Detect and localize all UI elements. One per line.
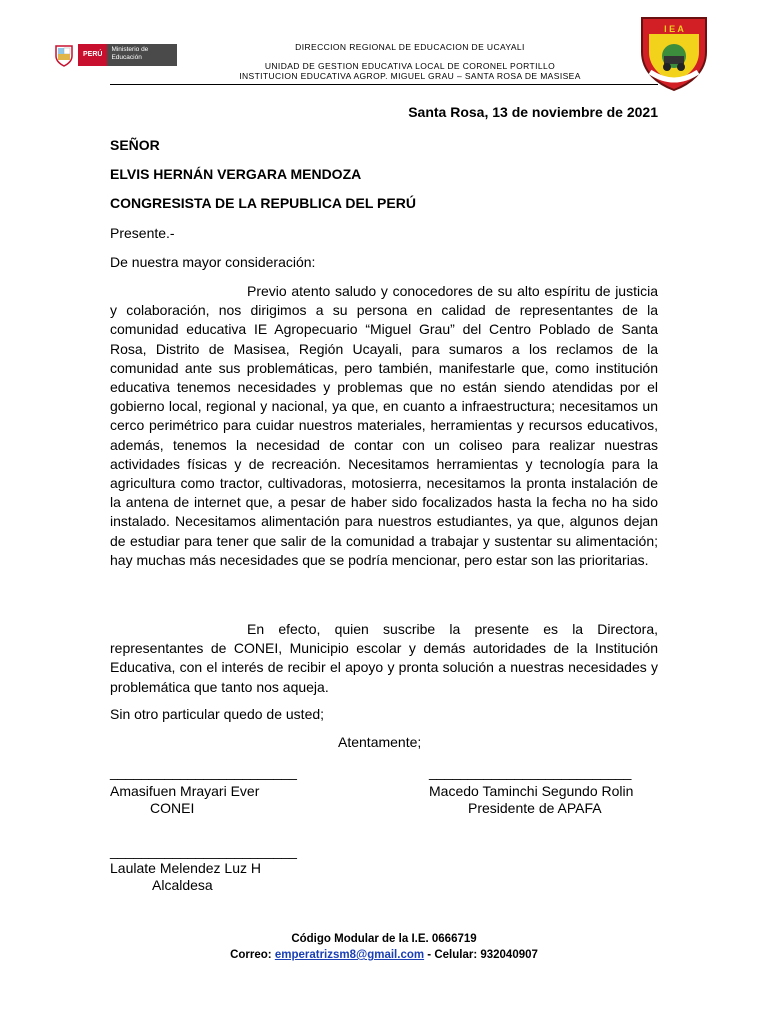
header-divider [110,84,658,85]
footer-email-link[interactable]: emperatrizsm8@gmail.com [274,949,425,961]
signatory-2-name: Macedo Taminchi Segundo Rolin [429,783,634,799]
recipient-title: CONGRESISTA DE LA REPUBLICA DEL PERÚ [110,195,416,211]
school-crest-icon [634,12,714,92]
signature-line-3: ________________________ [110,843,297,859]
body-paragraph-2: En efecto, quien suscribe la presente es la Directora, representantes de CONEI, Municipio escolar y demás autoridades de la Institución Educativa, con el interés de recibir el apoyo y pronta solución a nuestras necesidades y problemática que tanto nos aqueja. [110,621,658,695]
ministerio-educacion-logo [52,43,180,67]
header-line-3: INSTITUCION EDUCATIVA AGROP. MIGUEL GRAU – SANTA ROSA DE MASISEA [239,71,581,81]
footer-email-label: Correo: [230,949,275,961]
salutation: SEÑOR [110,137,160,153]
presente-line: Presente.- [110,225,175,241]
signatory-3-name: Laulate Melendez Luz H [110,860,261,876]
footer-phone: - Celular: 932040907 [424,949,538,961]
signatory-1-role: CONEI [150,800,195,816]
logo-peru-label: PERÚ [78,44,107,66]
signature-line-1: ________________________ [110,764,297,780]
header-line-2: UNIDAD DE GESTION EDUCATIVA LOCAL DE CORONEL PORTILLO [264,61,556,71]
letter-date: Santa Rosa, 13 de noviembre de 2021 [408,104,658,120]
logo-ministerio-label: Ministerio de Educación [107,44,177,66]
header-line-1: DIRECCION REGIONAL DE EDUCACION DE UCAYALI [295,42,525,52]
signature-line-2: __________________________ [429,764,632,780]
signatory-3-role: Alcaldesa [152,877,213,893]
recipient-name: ELVIS HERNÁN VERGARA MENDOZA [110,166,362,182]
signatory-2-role: Presidente de APAFA [468,800,602,816]
body-paragraph-1: Previo atento saludo y conocedores de su alto espíritu de justicia y colaboración, nos dirigimos a su persona en calidad de representantes de la comunidad educativa IE Agropecuario “Miguel Grau” del Centro Poblado de Santa Rosa, Distrito de Masisea, Región Ucayali, para sumaros a los reclamos de la comunidad ante sus problemáticas, pero también, manifestarle que, como institución educativa tenemos necesidades y problemas que no están siendo atendidas por el gobierno local, regional y nacional, ya que, en cuanto a infraestructura; necesitamos un cerco perimétrico para cuidar nuestros materiales, herramientas y recursos educativos, además, tenemos la necesidad de contar con un coliseo para realizar nuestras actividades físicas y de recreación. Necesitamos herramientas y tecnología para la agricultura como tractor, cultivadoras, motosierra, necesitamos la pronta instalación de la antena de internet que, a pesar de haber sido focalizados hasta la fecha no ha sido instalado. Necesitamos alimentación para nuestros estudiantes, ya que, algunos dejan de estudiar para tener que salir de la comunidad a trabajar y sustentar su alimentación; hay muchas más necesidades que se podría mencionar, pero estar son las prioritarias. [110,283,658,568]
footer-codigo-modular: Código Modular de la I.E. 0666719 [291,933,477,945]
signatory-1-name: Amasifuen Mrayari Ever [110,783,260,799]
peru-coat-of-arms-icon [52,43,76,67]
footer-contact [0,949,768,961]
svg-text:I E A: I E A [664,24,684,34]
closing-line: Sin otro particular quedo de usted; [110,706,325,722]
atentamente-line: Atentamente; [338,734,422,750]
greeting-line: De nuestra mayor consideración: [110,254,316,270]
